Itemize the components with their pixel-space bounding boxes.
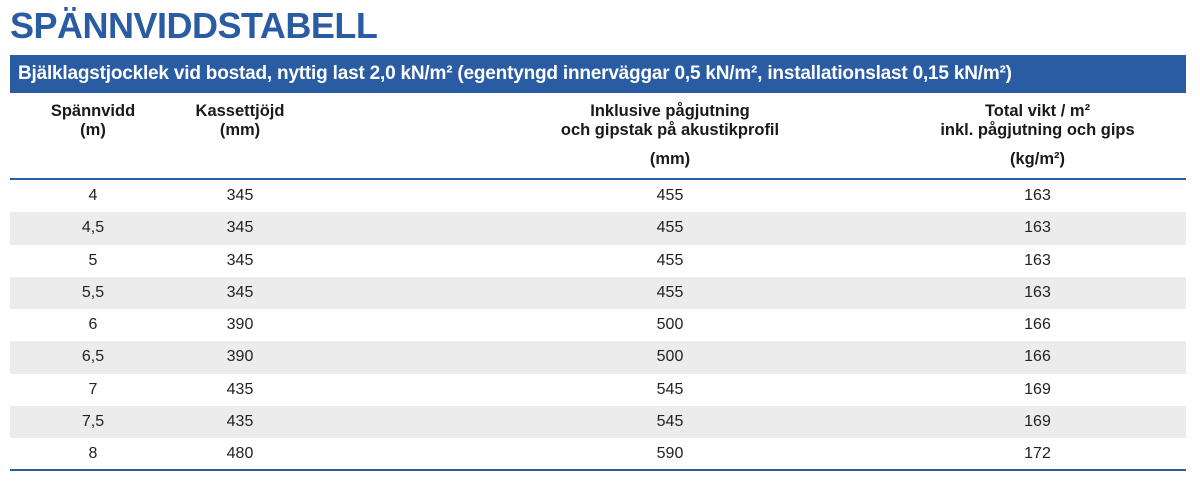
cell-span: 6,5 [81, 348, 105, 366]
header-weight-line2: inkl. pågjutning och gips [940, 121, 1135, 139]
cell-total-weight: 169 [1024, 380, 1051, 398]
cell-total-thickness: 500 [656, 316, 684, 334]
header-total-thickness [545, 102, 795, 169]
cell-span: 8 [88, 445, 98, 463]
header-cassette-height [140, 102, 340, 140]
cell-span: 7 [88, 380, 98, 398]
cell-total-thickness: 455 [656, 251, 684, 269]
cell-total-thickness: 545 [656, 413, 684, 431]
cell-total-thickness: 545 [656, 380, 684, 398]
cell-total-thickness: 455 [656, 283, 684, 301]
table-row [10, 309, 1186, 341]
cell-cassette-height: 390 [226, 316, 254, 334]
table-header [10, 95, 1186, 177]
table-body [10, 180, 1186, 471]
header-total-weight [895, 102, 1180, 169]
table-caption-banner: Bjälklagstjocklek vid bostad, nyttig last 2,0 kN/m² (egentyngd innerväggar 0,5 kN/m², installationslast 0,15 kN/m²) [10, 55, 1186, 93]
header-weight-unit: (kg/m²) [1010, 150, 1065, 168]
cell-cassette-height: 435 [226, 413, 254, 431]
cell-cassette-height: 435 [226, 380, 254, 398]
cell-span: 6 [88, 316, 98, 334]
table-row [10, 180, 1186, 212]
cell-total-weight: 169 [1024, 413, 1051, 431]
cell-cassette-height: 390 [226, 348, 254, 366]
cell-span: 5,5 [81, 283, 105, 301]
cell-total-weight: 166 [1024, 348, 1051, 366]
header-cassette-label: Kassettjöjd [195, 102, 285, 120]
header-span-unit: (m) [80, 121, 106, 139]
table-row [10, 374, 1186, 406]
table-bottom-rule [10, 469, 1186, 471]
table-row [10, 341, 1186, 373]
cell-total-thickness: 455 [656, 187, 684, 204]
cell-total-weight: 172 [1024, 445, 1051, 463]
header-thickness-line2: och gipstak på akustikprofil [560, 121, 780, 139]
header-span-label: Spännvidd [50, 102, 136, 120]
cell-total-weight: 163 [1024, 283, 1051, 301]
cell-cassette-height: 345 [226, 219, 254, 237]
cell-total-weight: 163 [1024, 219, 1051, 237]
table-row [10, 212, 1186, 244]
cell-cassette-height: 480 [226, 445, 254, 463]
cell-cassette-height: 345 [226, 187, 254, 204]
page-title: SPÄNNVIDDSTABELL [10, 5, 378, 46]
cell-total-thickness: 455 [656, 219, 684, 237]
cell-span: 4,5 [81, 219, 105, 237]
header-thickness-unit: (mm) [649, 150, 691, 168]
cell-span: 4 [88, 187, 98, 204]
table-row [10, 406, 1186, 438]
cell-span: 7,5 [81, 413, 105, 431]
cell-total-weight: 163 [1024, 187, 1051, 204]
cell-total-weight: 166 [1024, 316, 1051, 334]
cell-total-thickness: 500 [656, 348, 684, 366]
table-row [10, 277, 1186, 309]
cell-cassette-height: 345 [226, 283, 254, 301]
cell-total-thickness: 590 [656, 445, 684, 463]
table-row [10, 438, 1186, 470]
table-row [10, 245, 1186, 277]
header-thickness-line1: Inklusive pågjutning [590, 102, 750, 120]
header-cassette-unit: (mm) [219, 121, 261, 139]
cell-cassette-height: 345 [226, 251, 254, 269]
cell-total-weight: 163 [1024, 251, 1051, 269]
cell-span: 5 [88, 251, 98, 269]
header-weight-line1: Total vikt / m² [984, 102, 1091, 120]
